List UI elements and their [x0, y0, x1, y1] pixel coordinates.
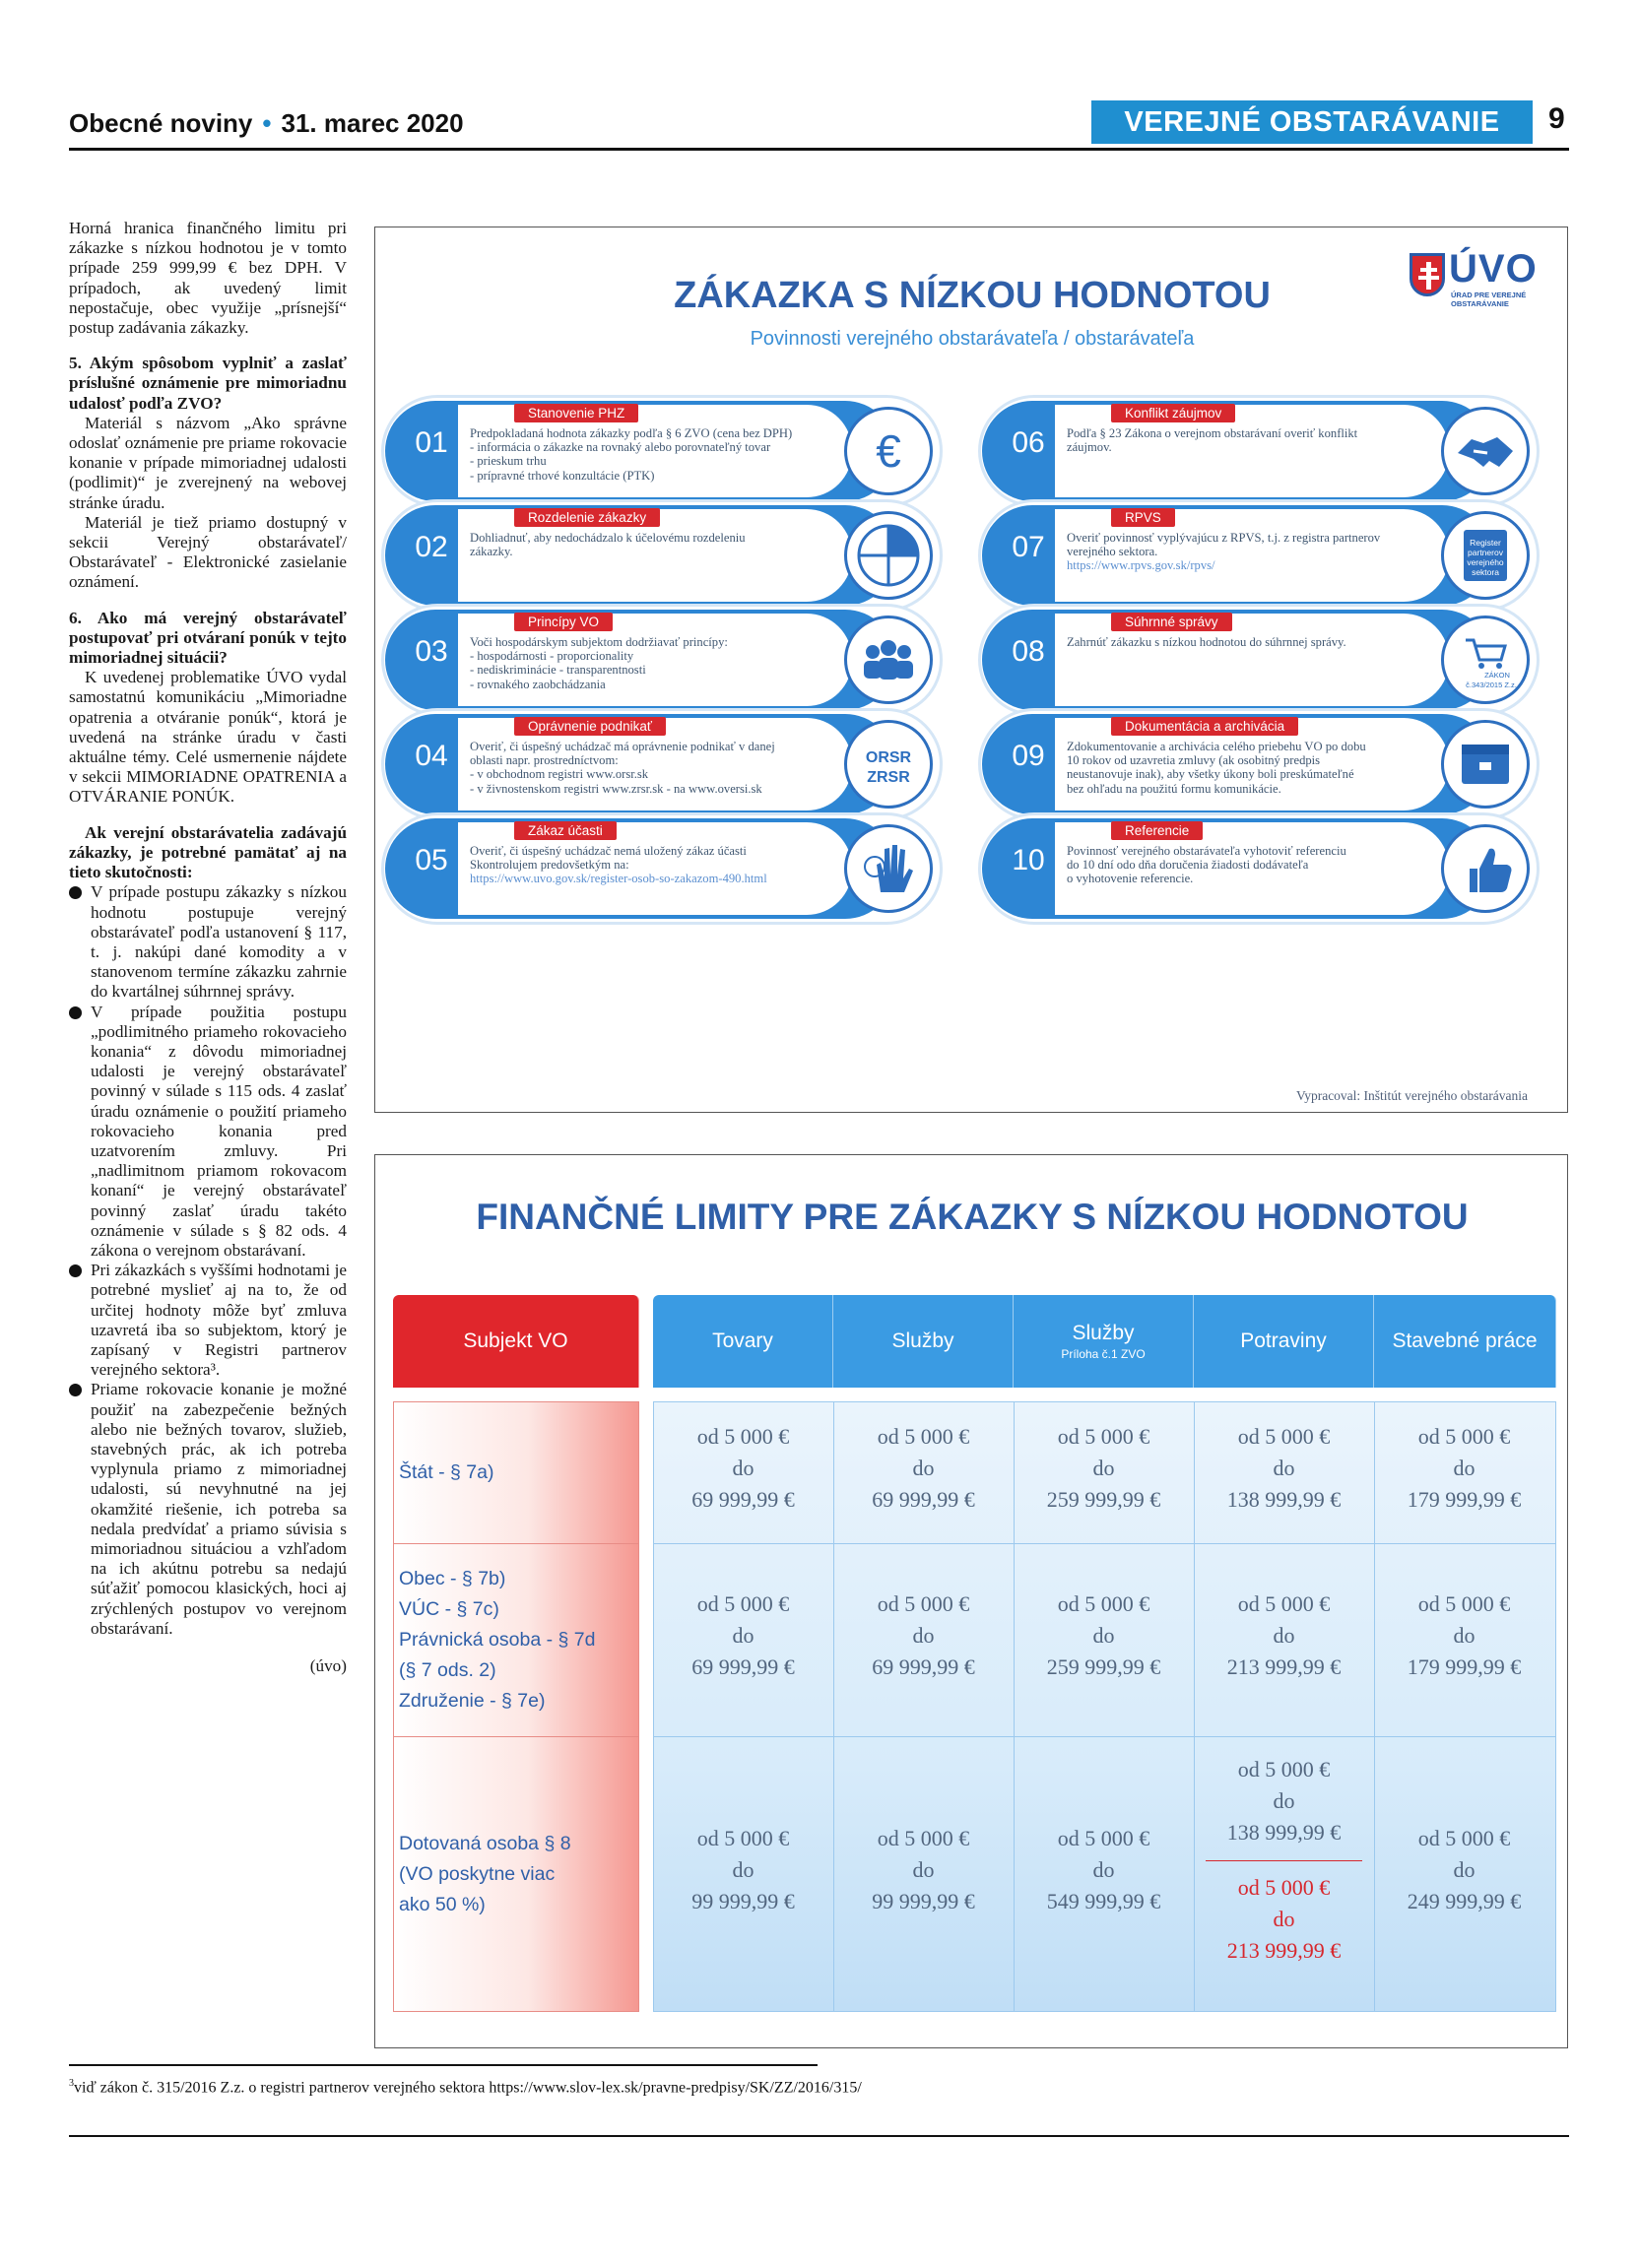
card-label: Stanovenie PHZ — [514, 404, 638, 422]
limit-cell — [1374, 1588, 1554, 1683]
card-line: Voči hospodárskym subjektom dodržiavať princípy: — [470, 635, 728, 649]
subject-label — [399, 1564, 595, 1717]
limit-line: do — [1273, 1788, 1295, 1813]
card-line: záujmov. — [1067, 440, 1112, 455]
limit-line: od 5 000 € — [1237, 1424, 1331, 1449]
limit-line: do — [912, 1857, 935, 1882]
cart-law-icon — [1441, 616, 1530, 704]
card-line: https://www.uvo.gov.sk/register-osob-so-zakazom-490.html — [470, 872, 767, 886]
list-item: Pri zákazkách s vyššími hodnotami je potrebné myslieť aj na to, že od určitej hodnoty môže byť zmluva uzavretá iba so subjektom, ktorý je zapísaný v Registri partnerov verejného sektora³. — [69, 1261, 347, 1380]
limit-line: od 5 000 € — [877, 1826, 970, 1850]
limit-line: od 5 000 € — [877, 1591, 970, 1616]
infographic-obligations — [374, 227, 1568, 1113]
footnote — [69, 2078, 862, 2097]
footnote-rule — [69, 2064, 818, 2066]
obligation-card — [978, 499, 1540, 612]
limit-line: 69 999,99 € — [691, 1487, 795, 1512]
card-text — [470, 740, 854, 796]
limit-line: 213 999,99 € — [1226, 1938, 1342, 1963]
limit-line: 179 999,99 € — [1407, 1654, 1522, 1679]
people-icon — [844, 616, 933, 704]
card-label: RPVS — [1111, 508, 1175, 527]
infographic-subtitle: Povinnosti verejného obstarávateľa / obstarávateľa — [750, 328, 1195, 350]
card-label: Referencie — [1111, 821, 1203, 840]
limit-line: do — [732, 1857, 754, 1882]
limit-line: 138 999,99 € — [1226, 1820, 1342, 1845]
header-rule — [69, 148, 1569, 151]
obligation-card — [978, 395, 1540, 507]
limit-line: 99 999,99 € — [691, 1889, 795, 1913]
footnote-mark: 3 — [69, 2078, 74, 2089]
card-line: Overiť povinnosť vyplývajúcu z RPVS, t.j. z registra partnerov — [1067, 531, 1381, 545]
limit-line: 69 999,99 € — [691, 1654, 795, 1679]
obligation-card — [978, 604, 1540, 716]
column-label: Stavebné práce — [1392, 1329, 1538, 1352]
limit-line: od 5 000 € — [1057, 1424, 1150, 1449]
obligation-card — [381, 812, 943, 925]
limit-line: do — [1273, 1907, 1295, 1931]
card-line: - informácia o zákazke na rovnaký alebo porovnateľný tovar — [470, 440, 771, 455]
subject-line: ako 50 %) — [399, 1893, 486, 1915]
stop-hand-icon — [844, 824, 933, 913]
limit-cell — [1014, 1588, 1194, 1683]
card-line: Skontrolujem predovšetkým na: — [470, 858, 629, 873]
separator-line — [1206, 1860, 1362, 1861]
subject-line: (VO poskytne viac — [399, 1862, 556, 1885]
card-text — [1067, 531, 1451, 573]
limit-line: od 5 000 € — [1417, 1826, 1511, 1850]
limit-line: 259 999,99 € — [1046, 1654, 1161, 1679]
card-label: Zákaz účasti — [514, 821, 617, 840]
card-label: Rozdelenie zákazky — [514, 508, 660, 527]
card-line: bez ohľadu na použitú formu komunikácie. — [1067, 781, 1281, 796]
card-line: - v obchodnom registri www.orsr.sk — [470, 767, 649, 782]
limit-line: od 5 000 € — [1057, 1591, 1150, 1616]
limit-line: do — [1092, 1456, 1115, 1480]
card-number: 04 — [415, 740, 448, 772]
svg-text:sektora: sektora — [1472, 567, 1499, 577]
page-number: 9 — [1548, 102, 1565, 135]
card-line: - rovnakého zaobchádzania — [470, 677, 606, 691]
card-line: Overiť, či úspešný uchádzač má oprávnenie podnikať v danej — [470, 740, 775, 753]
limits-table-figure — [374, 1154, 1568, 2048]
limit-cell — [1194, 1588, 1374, 1683]
obligation-card — [381, 395, 943, 507]
limit-cell — [1374, 1421, 1554, 1516]
limit-line: od 5 000 € — [696, 1591, 790, 1616]
limit-line: do — [732, 1623, 754, 1648]
subject-line: VÚC - § 7c) — [399, 1597, 499, 1620]
grid-line — [653, 1543, 1556, 1544]
svg-text:€: € — [876, 425, 901, 477]
card-label: Oprávnenie podnikať — [514, 717, 666, 736]
limit-line: od 5 000 € — [696, 1826, 790, 1850]
logo-caption: ÚRAD PRE VEREJNÉ OBSTARÁVANIE — [1451, 291, 1527, 308]
subject-line: Združenie - § 7e) — [399, 1689, 546, 1712]
limit-line: od 5 000 € — [1237, 1591, 1331, 1616]
card-line: Predpokladaná hodnota zákazky podľa § 6 ZVO (cena bez DPH) — [470, 426, 793, 440]
bullet-list — [69, 882, 347, 1639]
limit-line: od 5 000 € — [1417, 1424, 1511, 1449]
limit-cell — [1014, 1421, 1194, 1516]
card-line: 10 rokov od uzavretia zmluvy (ak osobitný predpis — [1067, 753, 1321, 768]
card-line: neustanovuje inak), aby všetky úkony boli preskúmateľné — [1067, 767, 1354, 782]
card-line: Zdokumentovanie a archivácia celého priebehu VO po dobu — [1067, 740, 1366, 753]
header-subject: Subjekt VO — [393, 1295, 639, 1388]
column-label: Potraviny — [1240, 1329, 1327, 1352]
card-line: - v živnostenskom registri www.zrsr.sk - na www.oversi.sk — [470, 781, 762, 796]
separator: • — [262, 108, 272, 138]
subject-label — [399, 1458, 493, 1488]
limit-line: do — [1092, 1857, 1115, 1882]
limit-line: 549 999,99 € — [1046, 1889, 1161, 1913]
euro-icon — [844, 407, 933, 495]
card-line: zákazky. — [470, 545, 513, 559]
column-header — [653, 1295, 833, 1388]
card-line: o vyhotovenie referencie. — [1067, 872, 1194, 886]
list-item: Priame rokovacie konanie je možné použiť na zabezpečenie bežných alebo nie bežných tovarov, služieb, stavebných prác, ak ich potreba vyplynula priamo z mimoriadnej udalosti, sú nevyhnutné na jej okamžité riešenie, ich potreba sa nedala predvídať a priamo súvisia s mimoriadnou situáciou a vzhľadom na ich akútnu potrebu sa nedajú súťažiť pomocou klasických, hoci aj zrýchlených postupov vo verejnom obstarávaní. — [69, 1380, 347, 1639]
paragraph: Horná hranica finančného limitu pri zákazke s nízkou hodnotou je v tomto prípade 259 999,99 € bez DPH. V prípadoch, ak uvedený limit nepostačuje, obec využije „prísnejší“ postup zadávania zákazky. — [69, 219, 347, 338]
column-header — [1194, 1295, 1374, 1388]
pie-split-icon — [844, 511, 933, 600]
handshake-icon — [1441, 407, 1530, 495]
card-number: 05 — [415, 844, 448, 876]
limit-line: do — [1092, 1623, 1115, 1648]
card-line: Zahrnúť zákazku s nízkou hodnotou do súhrnnej správy. — [1067, 635, 1346, 649]
svg-text:Register: Register — [1470, 538, 1501, 548]
svg-text:ORSR: ORSR — [865, 749, 912, 766]
archive-icon — [1441, 720, 1530, 809]
register-icon — [1441, 511, 1530, 600]
limit-line: 213 999,99 € — [1226, 1654, 1342, 1679]
limit-cell — [653, 1823, 833, 1917]
uvo-logo — [1410, 247, 1538, 314]
subject-line: Dotovaná osoba § 8 — [399, 1832, 571, 1854]
card-label: Súhrnné správy — [1111, 613, 1232, 631]
card-number: 06 — [1012, 426, 1045, 459]
limit-cell — [1014, 1823, 1194, 1917]
limit-cell — [833, 1421, 1014, 1516]
card-label: Princípy VO — [514, 613, 613, 631]
card-line: Dohliadnuť, aby nedochádzalo k účelovému rozdeleniu — [470, 531, 746, 545]
obligation-card — [381, 708, 943, 820]
column-sublabel: Príloha č.1 ZVO — [1061, 1347, 1146, 1361]
column-label: Služby — [891, 1329, 954, 1352]
limit-line: do — [1453, 1623, 1476, 1648]
grid-line — [393, 1543, 639, 1544]
card-number: 10 — [1012, 844, 1045, 876]
bottom-rule — [69, 2135, 1569, 2137]
card-number: 08 — [1012, 635, 1045, 668]
limits-title: FINANČNÉ LIMITY PRE ZÁKAZKY S NÍZKOU HODNOTOU — [476, 1197, 1469, 1237]
column-label: Tovary — [712, 1329, 773, 1352]
card-line: - prípravné trhové konzultácie (PTK) — [470, 468, 655, 483]
grid-line — [393, 1736, 639, 1737]
paper-name: Obecné noviny — [69, 108, 253, 138]
card-line: - hospodárnosti - proporcionality — [470, 649, 634, 664]
masthead — [69, 108, 464, 139]
infographic-title: ZÁKAZKA S NÍZKOU HODNOTOU — [674, 275, 1271, 316]
section-title: VEREJNÉ OBSTARÁVANIE — [1091, 100, 1533, 144]
question-heading: 5. Akým spôsobom vyplniť a zaslať príslušné oznámenie pre mimoriadnu udalosť podľa ZVO? — [69, 354, 347, 413]
card-line: https://www.rpvs.gov.sk/rpvs/ — [1067, 558, 1215, 573]
obligation-card — [978, 812, 1540, 925]
card-line: oblasti napr. prostredníctvom: — [470, 753, 619, 768]
svg-text:ZRSR: ZRSR — [867, 769, 910, 786]
subject-line: Štát - § 7a) — [399, 1460, 494, 1483]
limit-line: od 5 000 € — [1237, 1875, 1331, 1900]
svg-text:ZÁKON: ZÁKON — [1484, 671, 1510, 680]
card-text — [470, 844, 854, 886]
subject-line: Obec - § 7b) — [399, 1567, 506, 1589]
list-item: V prípade postupu zákazky s nízkou hodnotu postupuje verejný obstarávateľ podľa ustanovení § 117, t. j. nakúpi dané komodity a v stanovenom termíne zákazku zahrnie do kvartálnej súhrnnej správy. — [69, 882, 347, 1002]
limit-line: do — [1273, 1456, 1295, 1480]
obligation-card — [978, 708, 1540, 820]
bullet-icon — [69, 1264, 82, 1277]
bullet-icon — [69, 1006, 82, 1019]
credit-line: Vypracoval: Inštitút verejného obstarávania — [1295, 1088, 1528, 1103]
limit-cell — [1194, 1754, 1374, 1848]
card-number: 03 — [415, 635, 448, 668]
svg-text:verejného: verejného — [1467, 557, 1504, 567]
limit-line: do — [1273, 1623, 1295, 1648]
card-line: - prieskum trhu — [470, 454, 547, 469]
obligation-card — [381, 604, 943, 716]
bullet-icon — [69, 886, 82, 899]
limit-line: 179 999,99 € — [1407, 1487, 1522, 1512]
card-line: verejného sektora. — [1067, 545, 1158, 559]
paragraph: Materiál je tiež priamo dostupný v sekcii Verejný obstarávateľ/ Obstarávateľ - Elektronické zasielanie oznámení. — [69, 512, 347, 592]
limit-cell — [1374, 1823, 1554, 1917]
limit-line: od 5 000 € — [1237, 1757, 1331, 1782]
card-text — [470, 426, 854, 483]
card-text — [1067, 635, 1451, 649]
card-line: Overiť, či úspešný uchádzač nemá uložený zákaz účasti — [470, 844, 747, 858]
card-text — [470, 531, 854, 558]
question-heading: 6. Ako má verejný obstarávateľ postupovať pri otváraní ponúk v tejto mimoriadnej situácii? — [69, 608, 347, 668]
limit-cell — [653, 1588, 833, 1683]
limit-cell — [653, 1421, 833, 1516]
card-number: 02 — [415, 531, 448, 563]
subject-label — [399, 1829, 571, 1920]
card-text — [1067, 740, 1451, 796]
paragraph: K uvedenej problematike ÚVO vydal samostatnú komunikáciu „Mimoriadne opatrenia a otváranie ponúk“, ktorá je uvedená na stránke úradu v časti aktuálne témy. Celé usmernenie nájdete v sekcii MIMORIADNE OPATRENIA a OTVÁRANIE PONÚK. — [69, 668, 347, 807]
limit-line: 69 999,99 € — [872, 1487, 975, 1512]
obligation-card — [381, 499, 943, 612]
svg-text:č.343/2015 Z.z.: č.343/2015 Z.z. — [1466, 680, 1517, 689]
limit-line: od 5 000 € — [1417, 1591, 1511, 1616]
limit-line: 99 999,99 € — [872, 1889, 975, 1913]
bullet-icon — [69, 1384, 82, 1396]
footnote-text: viď zákon č. 315/2016 Z.z. o registri partnerov verejného sektora https://www.slov-lex.sk/pravne-predpisy/SK/ZZ/2016/315/ — [74, 2079, 862, 2097]
card-line: - nediskriminácie - transparentnosti — [470, 663, 646, 678]
limit-cell — [833, 1588, 1014, 1683]
card-label: Konflikt záujmov — [1111, 404, 1235, 422]
card-text — [1067, 426, 1451, 454]
limit-line: 249 999,99 € — [1407, 1889, 1522, 1913]
thumbs-up-icon — [1441, 824, 1530, 913]
column-header — [833, 1295, 1014, 1388]
card-text — [470, 635, 854, 691]
issue-date: 31. marec 2020 — [281, 108, 464, 138]
limit-line: od 5 000 € — [1057, 1826, 1150, 1850]
shield-icon — [1410, 253, 1445, 296]
subject-line: (§ 7 ods. 2) — [399, 1658, 496, 1681]
card-line: Podľa § 23 Zákona o verejnom obstarávaní overiť konflikt — [1067, 426, 1358, 440]
limit-line: 69 999,99 € — [872, 1654, 975, 1679]
card-line: Povinnosť verejného obstarávateľa vyhotoviť referenciu — [1067, 844, 1346, 858]
limit-cell — [833, 1823, 1014, 1917]
card-line: do 10 dní odo dňa doručenia žiadosti dodávateľa — [1067, 858, 1309, 873]
logo-wordmark: ÚVO — [1449, 247, 1538, 291]
svg-text:partnerov: partnerov — [1468, 548, 1503, 557]
card-text — [1067, 844, 1451, 886]
limit-line: 259 999,99 € — [1046, 1487, 1161, 1512]
limit-line: do — [1453, 1857, 1476, 1882]
limit-line: do — [732, 1456, 754, 1480]
paragraph: Materiál s názvom „Ako správne odoslať oznámenie pre priame rokovacie konanie v prípade mimoriadnej udalosti (podlimit)“ je zverejnený na webovej stránke úradu. — [69, 413, 347, 512]
orsr-zrsr-icon — [844, 720, 933, 809]
list-item: V prípade použitia postupu „podlimitného priameho rokovacieho konania“ z dôvodu mimoriadnej udalosti je verejný obstarávateľ povinný v súlade s 115 ods. 4 zaslať úradu oznámenie o použití priameho rokovacieho konania pred uzatvorením zmluvy. Pri „nadlimitnom priamom rokovacom konaní“ je verejný obstarávateľ povinný zaslať úradu takéto oznámenie v súlade s § 82 ods. 4 zákona o verejnom obstarávaní. — [69, 1003, 347, 1262]
limit-line: od 5 000 € — [696, 1424, 790, 1449]
limit-line: 138 999,99 € — [1226, 1487, 1342, 1512]
card-number: 07 — [1012, 531, 1045, 563]
card-number: 01 — [415, 426, 448, 459]
limit-line: do — [912, 1456, 935, 1480]
card-number: 09 — [1012, 740, 1045, 772]
limit-cell-alt — [1194, 1872, 1374, 1967]
question-heading: Ak verejní obstarávatelia zadávajú zákazky, je potrebné pamätať aj na tieto skutočnosti: — [69, 822, 347, 882]
column-header — [1014, 1295, 1194, 1388]
column-header — [1374, 1295, 1556, 1388]
limit-line: od 5 000 € — [877, 1424, 970, 1449]
article-column — [69, 219, 347, 1676]
limit-cell — [1194, 1421, 1374, 1516]
subject-line: Právnická osoba - § 7d — [399, 1628, 596, 1651]
column-label: Služby — [1072, 1322, 1135, 1344]
card-label: Dokumentácia a archivácia — [1111, 717, 1298, 736]
limit-line: do — [912, 1623, 935, 1648]
limit-line: do — [1453, 1456, 1476, 1480]
grid-line — [653, 1736, 1556, 1737]
signature: (úvo) — [309, 1656, 347, 1676]
